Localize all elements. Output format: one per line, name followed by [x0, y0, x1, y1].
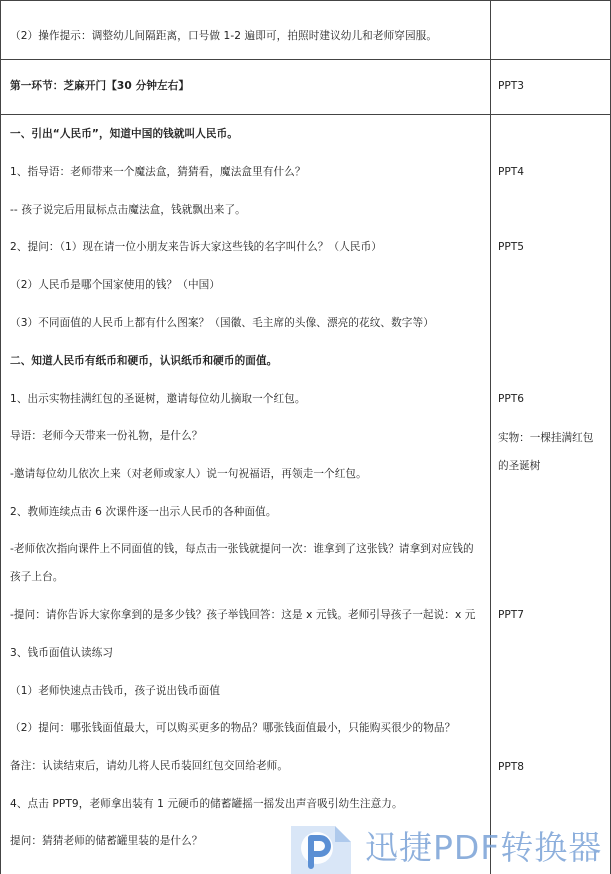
operation-tip: （2）操作提示：调整幼儿间隔距离，口号做 1-2 遍即可，拍照时建议幼儿和老师穿园服。 [10, 30, 438, 42]
text-line: （2）提问：哪张钱面值最大，可以购买更多的物品？哪张钱面值最小，只能购买很少的物品？ [10, 722, 456, 734]
ppt-label: PPT8 [498, 761, 524, 773]
column-divider [490, 0, 491, 874]
pdf-converter-logo-icon [287, 822, 359, 874]
text-line: （1）老师快速点击钱币，孩子说出钱币面值 [10, 685, 221, 697]
text-line: 1、出示实物挂满红包的圣诞树，邀请每位幼儿摘取一个红包。 [10, 393, 306, 405]
text-line: 2、教师连续点击 6 次课件逐一出示人民币的各种面值。 [10, 506, 277, 518]
text-line: -老师依次指向课件上不同面值的钱，每点击一张钱就提问一次：谁拿到了这张钱？请拿到对应钱的 [10, 543, 474, 555]
material-label: 实物：一棵挂满红包 [498, 432, 594, 444]
row-divider [1, 59, 610, 60]
text-line: 4、点击 PPT9，老师拿出装有 1 元硬币的储蓄罐摇一摇发出声音吸引幼生注意力。 [10, 798, 403, 810]
ppt-label: PPT3 [498, 80, 524, 92]
ppt-label: PPT7 [498, 609, 524, 621]
text-line: 3、钱币面值认读练习 [10, 647, 114, 659]
subheading-paper-and-coins: 二、知道人民币有纸币和硬币，认识纸币和硬币的面值。 [10, 355, 278, 367]
text-line: 提问：猜猜老师的储蓄罐里装的是什么？ [10, 835, 203, 847]
subheading-introduce-rmb: 一、引出“人民币”，知道中国的钱就叫人民币。 [10, 128, 238, 140]
watermark [287, 822, 611, 874]
text-line: 导语：老师今天带来一份礼物，是什么？ [10, 430, 203, 442]
row-divider [1, 0, 610, 1]
text-line: 孩子上台。 [10, 571, 64, 583]
text-line: （3）不同面值的人民币上都有什么图案？（国徽、毛主席的头像、漂亮的花纹、数字等） [10, 317, 434, 329]
material-label-continued: 的圣诞树 [498, 460, 541, 472]
text-line: 1、指导语：老师带来一个魔法盒，猜猜看，魔法盒里有什么？ [10, 166, 306, 178]
ppt-label: PPT5 [498, 241, 524, 253]
ppt-label: PPT6 [498, 393, 524, 405]
text-line: 2、提问：（1）现在请一位小朋友来告诉大家这些钱的名字叫什么？（人民币） [10, 241, 382, 253]
text-line: 备注：认读结束后，请幼儿将人民币装回红包交回给老师。 [10, 760, 289, 772]
text-line: -邀请每位幼儿依次上来（对老师或家人）说一句祝福语，再领走一个红包。 [10, 468, 367, 480]
watermark-text: 迅捷PDF转换器 [365, 828, 603, 867]
row-divider [1, 114, 610, 115]
ppt-label: PPT4 [498, 166, 524, 178]
text-line: -- 孩子说完后用鼠标点击魔法盒，钱就飘出来了。 [10, 204, 246, 216]
section-heading-first-step: 第一环节：芝麻开门【30 分钟左右】 [10, 80, 190, 92]
text-line: -提问：请你告诉大家你拿到的是多少钱？孩子举钱回答：这是 x 元钱。老师引导孩子一起说：x 元 [10, 609, 476, 621]
text-line: （2）人民币是哪个国家使用的钱？（中国） [10, 279, 221, 291]
